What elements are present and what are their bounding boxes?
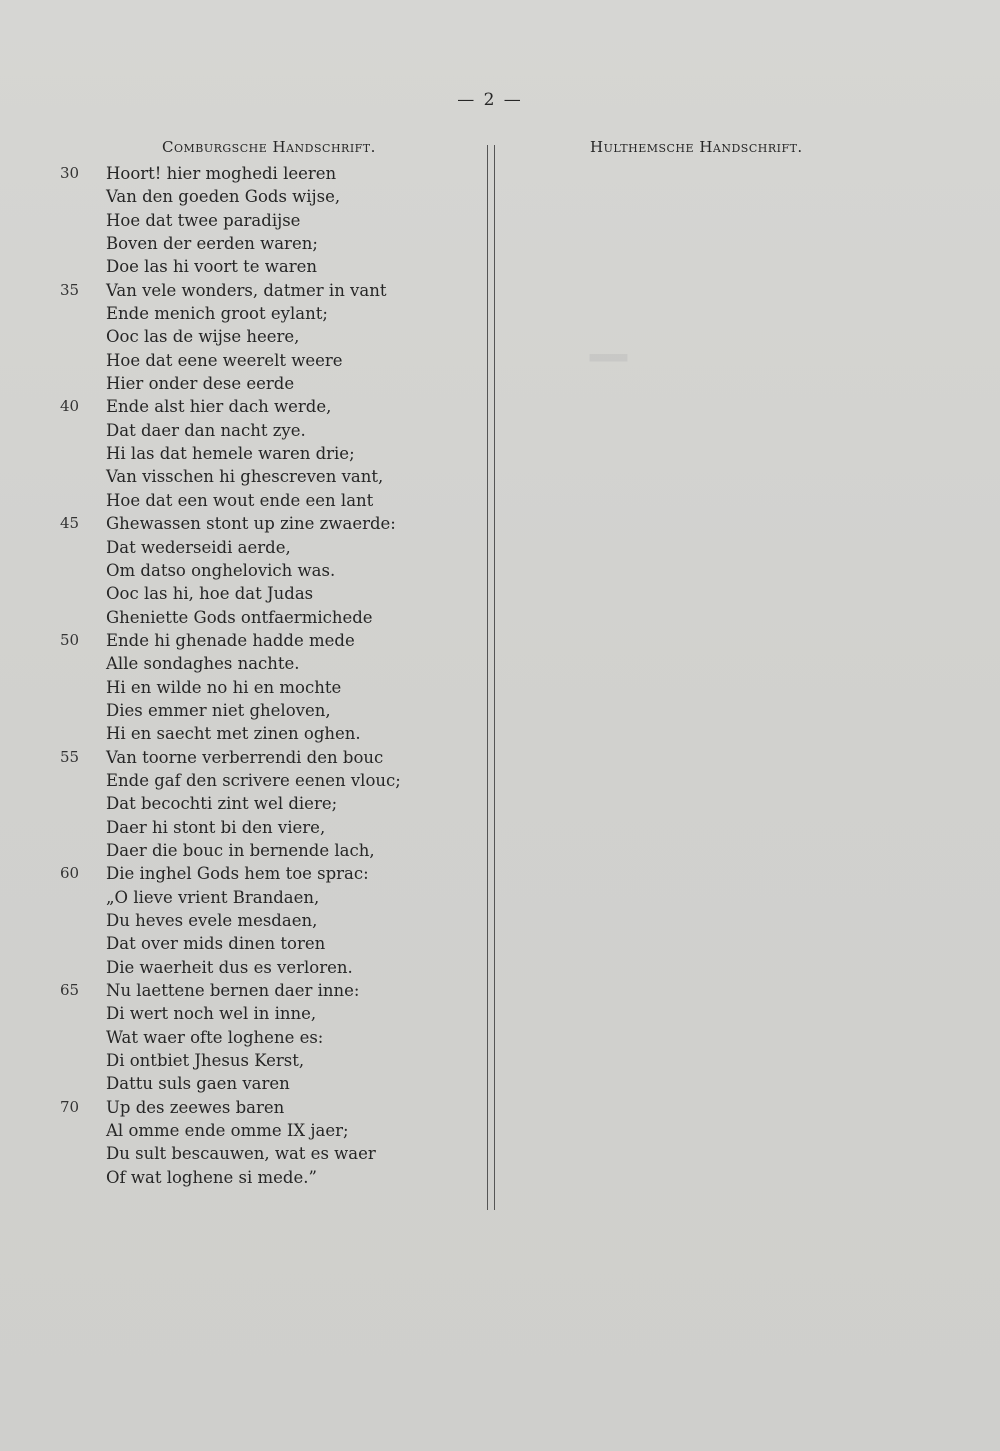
verse-line xyxy=(0,185,480,208)
line-number: 65 xyxy=(60,981,80,1000)
verse-line xyxy=(0,1096,480,1119)
verse-line xyxy=(0,419,480,442)
bleed-through-text: ▔ xyxy=(590,355,637,411)
verse-text: Hi en saecht met zinen oghen. xyxy=(106,724,361,744)
verse-line xyxy=(0,909,480,932)
verse-line xyxy=(0,395,480,418)
verse-text: Die waerheit dus es verloren. xyxy=(106,957,353,977)
line-number: 60 xyxy=(60,864,80,883)
verse-text: Hi en wilde no hi en mochte xyxy=(106,677,342,697)
verse-column-comburgsche xyxy=(0,162,480,1189)
verse-line xyxy=(0,722,480,745)
line-number: 30 xyxy=(60,164,80,182)
verse-text: Van vele wonders, datmer in vant xyxy=(106,280,387,300)
verse-text: Dattu suls gaen varen xyxy=(106,1074,290,1094)
verse-line xyxy=(0,1119,480,1142)
verse-text: Nu laettene bernen daer inne: xyxy=(106,981,360,1001)
verse-line xyxy=(0,1142,480,1165)
line-number: 55 xyxy=(60,747,80,766)
verse-text: Ooc las hi, hoe dat Judas xyxy=(106,584,314,604)
verse-text: Ende alst hier dach werde, xyxy=(106,397,332,417)
verse-text: Di wert noch wel in inne, xyxy=(106,1004,317,1024)
verse-line xyxy=(0,606,480,629)
verse-text: Hi las dat hemele waren drie; xyxy=(106,444,355,464)
left-column-header: Comburgsche Handschrift. xyxy=(162,138,376,156)
verse-text: Dat wederseidi aerde, xyxy=(106,537,291,557)
verse-line xyxy=(0,1002,480,1025)
verse-line xyxy=(0,932,480,955)
verse-text: Wat waer ofte loghene es: xyxy=(106,1027,324,1047)
verse-text: Hier onder dese eerde xyxy=(106,374,295,394)
verse-text: Of wat loghene si mede.” xyxy=(106,1167,317,1187)
verse-text: Hoe dat eene weerelt weere xyxy=(106,350,343,370)
verse-text: Die inghel Gods hem toe sprac: xyxy=(106,864,369,884)
verse-text: Gheniette Gods ontfaermichede xyxy=(106,607,373,627)
line-number: 45 xyxy=(60,514,80,533)
verse-line xyxy=(0,325,480,348)
verse-text: Du sult bescauwen, wat es waer xyxy=(106,1144,376,1164)
verse-line xyxy=(0,1049,480,1072)
verse-line xyxy=(0,232,480,255)
verse-line xyxy=(0,1166,480,1189)
verse-text: Hoe dat een wout ende een lant xyxy=(106,490,374,510)
verse-text: Ooc las de wijse heere, xyxy=(106,327,300,347)
verse-line xyxy=(0,629,480,652)
verse-line xyxy=(0,209,480,232)
verse-text: Daer hi stont bi den viere, xyxy=(106,817,326,837)
verse-text: Van toorne verberrendi den bouc xyxy=(106,747,384,767)
verse-text: Dies emmer niet gheloven, xyxy=(106,700,331,720)
verse-text: Ende menich groot eylant; xyxy=(106,304,328,324)
verse-text: Alle sondaghes nachte. xyxy=(106,654,300,674)
verse-text: Dat becochti zint wel diere; xyxy=(106,794,338,814)
verse-line xyxy=(0,862,480,885)
verse-line xyxy=(0,652,480,675)
verse-text: Du heves evele mesdaen, xyxy=(106,911,318,930)
verse-line xyxy=(0,442,480,465)
verse-line xyxy=(0,512,480,535)
verse-line xyxy=(0,792,480,815)
page-number: — 2 — xyxy=(457,90,523,110)
verse-line xyxy=(0,465,480,488)
verse-text: Boven der eerden waren; xyxy=(106,234,318,254)
line-number: 40 xyxy=(60,397,80,416)
line-number: 70 xyxy=(60,1097,80,1116)
verse-line xyxy=(0,559,480,582)
verse-text: Doe las hi voort te waren xyxy=(106,257,317,277)
verse-line xyxy=(0,489,480,512)
verse-line xyxy=(0,302,480,325)
verse-line xyxy=(0,746,480,769)
verse-line xyxy=(0,372,480,395)
verse-line xyxy=(0,676,480,699)
verse-line xyxy=(0,1026,480,1049)
right-column-header: Hulthemsche Handschrift. xyxy=(590,138,803,156)
verse-text: Van den goeden Gods wijse, xyxy=(106,187,341,207)
verse-text: Dat daer dan nacht zye. xyxy=(106,420,306,440)
verse-text: Dat over mids dinen toren xyxy=(106,934,326,954)
verse-text: Ghewassen stont up zine zwaerde: xyxy=(106,514,396,534)
verse-line xyxy=(0,699,480,722)
verse-text: Daer die bouc in bernende lach, xyxy=(106,840,375,860)
verse-text: Ende hi ghenade hadde mede xyxy=(106,630,355,650)
verse-text: Van visschen hi ghescreven vant, xyxy=(106,467,384,487)
verse-line xyxy=(0,279,480,302)
verse-line xyxy=(0,349,480,372)
verse-line xyxy=(0,886,480,909)
verse-line xyxy=(0,979,480,1002)
verse-line xyxy=(0,255,480,278)
line-number: 50 xyxy=(60,630,80,649)
verse-text: „O lieve vrient Brandaen, xyxy=(106,887,320,907)
verse-text: Up des zeewes baren xyxy=(106,1097,285,1117)
verse-line xyxy=(0,582,480,605)
verse-line xyxy=(0,839,480,862)
verse-line xyxy=(0,769,480,792)
verse-line xyxy=(0,162,480,185)
verse-line xyxy=(0,536,480,559)
verse-text: Hoort! hier moghedi leeren xyxy=(106,164,337,183)
line-number: 35 xyxy=(60,280,80,299)
verse-line xyxy=(0,1072,480,1095)
verse-line xyxy=(0,816,480,839)
verse-line xyxy=(0,956,480,979)
verse-text: Hoe dat twee paradijse xyxy=(106,210,301,230)
verse-text: Ende gaf den scrivere eenen vlouc; xyxy=(106,770,401,790)
verse-text: Al omme ende omme IX jaer; xyxy=(106,1121,349,1141)
verse-text: Om datso onghelovich was. xyxy=(106,560,336,580)
column-divider xyxy=(487,145,495,1210)
verse-text: Di ontbiet Jhesus Kerst, xyxy=(106,1051,305,1071)
